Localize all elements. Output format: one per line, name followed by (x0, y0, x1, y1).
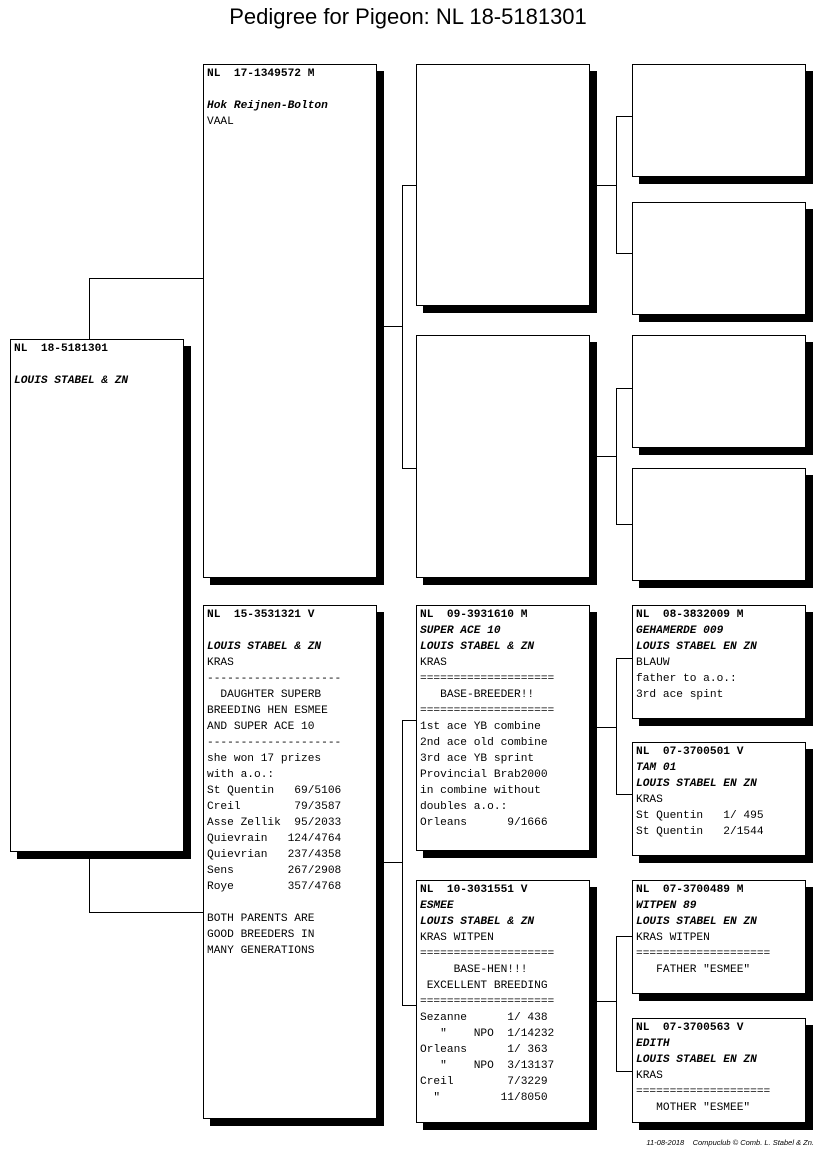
connector (402, 185, 417, 186)
father-mother-card (416, 335, 590, 578)
footer (646, 1138, 814, 1147)
connector (616, 253, 632, 254)
card-line: MOTHER "ESMEE" (636, 1102, 751, 1114)
footer-date: 11-08-2018 (646, 1138, 685, 1147)
ring-number: NL 07-3700489 M (636, 884, 744, 896)
card-line: ==================== (636, 1086, 771, 1098)
connector (89, 278, 90, 340)
card-line: LOUIS STABEL & ZN (420, 641, 535, 653)
card-line: ESMEE (420, 900, 454, 912)
ring-number: NL 07-3700501 V (636, 746, 744, 758)
card-line: EXCELLENT BREEDING (420, 980, 548, 992)
card-line: ==================== (636, 948, 771, 960)
card-line: Orleans 1/ 363 (420, 1044, 548, 1056)
page-title: Pedigree for Pigeon: NL 18-5181301 (229, 4, 587, 29)
card-line (207, 623, 373, 639)
card-line: 3rd ace spint (636, 689, 724, 701)
connector (616, 936, 632, 937)
ring-number: NL 09-3931610 M (420, 609, 528, 621)
connector (89, 912, 204, 913)
ring-number: NL 15-3531321 V (207, 609, 315, 621)
card-line: Hok Reijnen-Bolton (207, 100, 328, 112)
card-line: Provincial Brab2000 (420, 769, 548, 781)
connector (402, 185, 403, 468)
mother-father-card (416, 605, 590, 851)
card-line: Orleans 9/1666 (420, 817, 548, 829)
card-line: Quievrain 124/4764 (207, 833, 342, 845)
card-line: ==================== (420, 673, 555, 685)
card-line: father to a.o.: (636, 673, 737, 685)
ff-mother-card (632, 202, 806, 315)
card-line: " NPO 1/14232 (420, 1028, 555, 1040)
connector (402, 468, 417, 469)
card-line: LOUIS STABEL EN ZN (636, 1054, 757, 1066)
card-line: Sens 267/2908 (207, 865, 342, 877)
card-line: BLAUW (636, 657, 670, 669)
ring-number: NL 18-5181301 (14, 343, 108, 355)
card-line: LOUIS STABEL & ZN (207, 641, 322, 653)
card-line: VAAL (207, 116, 234, 128)
connector (616, 658, 632, 659)
card-line: Roye 357/4768 (207, 881, 342, 893)
card-line: DAUGHTER SUPERB (207, 689, 322, 701)
connector (89, 852, 90, 912)
card-line: KRAS (207, 657, 234, 669)
card-line: " 11/8050 (420, 1092, 548, 1104)
card-line: ==================== (420, 705, 555, 717)
ring-number: NL 17-1349572 M (207, 68, 315, 80)
card-line (207, 895, 373, 911)
connector (597, 1001, 616, 1002)
card-line: 1st ace YB combine (420, 721, 541, 733)
connector (597, 727, 616, 728)
connector (402, 720, 403, 1005)
card-line: -------------------- (207, 673, 342, 685)
card-line: with a.o.: (207, 769, 275, 781)
card-line: KRAS WITPEN (420, 932, 494, 944)
fm-mother-card (632, 468, 806, 581)
ff-father-card (632, 64, 806, 177)
card-line: EDITH (636, 1038, 670, 1050)
connector (616, 658, 617, 794)
connector (616, 1071, 632, 1072)
connector (616, 388, 617, 524)
card-line: in combine without (420, 785, 541, 797)
card-line: 3rd ace YB sprint (420, 753, 535, 765)
connector (384, 862, 402, 863)
card-line (14, 357, 180, 373)
card-line: ==================== (420, 948, 555, 960)
card-line: BASE-BREEDER!! (420, 689, 535, 701)
card-line: LOUIS STABEL EN ZN (636, 778, 757, 790)
mmm-card (632, 1018, 806, 1123)
card-line: ==================== (420, 996, 555, 1008)
card-line: GOOD BREEDERS IN (207, 929, 315, 941)
card-line: SUPER ACE 10 (420, 625, 501, 637)
card-line: WITPEN 89 (636, 900, 697, 912)
connector (616, 794, 632, 795)
card-line: KRAS (420, 657, 447, 669)
card-line: St Quentin 1/ 495 (636, 810, 764, 822)
mother-mother-card (416, 880, 590, 1123)
card-line (207, 82, 373, 98)
card-line: BOTH PARENTS ARE (207, 913, 315, 925)
card-line: " NPO 3/13137 (420, 1060, 555, 1072)
card-line: Creil 7/3229 (420, 1076, 548, 1088)
connector (616, 524, 632, 525)
connector (402, 1005, 417, 1006)
card-line: MANY GENERATIONS (207, 945, 315, 957)
footer-credit: Compuclub © Comb. L. Stabel & Zn. (692, 1138, 814, 1147)
card-line: Asse Zellik 95/2033 (207, 817, 342, 829)
connector (597, 456, 616, 457)
card-line: LOUIS STABEL EN ZN (636, 641, 757, 653)
card-line: Creil 79/3587 (207, 801, 342, 813)
card-line: LOUIS STABEL & ZN (420, 916, 535, 928)
mff-card (632, 605, 806, 719)
card-line: St Quentin 2/1544 (636, 826, 764, 838)
fm-father-card (632, 335, 806, 448)
ring-number: NL 08-3832009 M (636, 609, 744, 621)
card-line: GEHAMERDE 009 (636, 625, 724, 637)
connector (616, 116, 617, 253)
connector (616, 116, 632, 117)
card-line: doubles a.o.: (420, 801, 508, 813)
card-line: LOUIS STABEL & ZN (14, 375, 129, 387)
card-line: BREEDING HEN ESMEE (207, 705, 328, 717)
connector (402, 720, 417, 721)
connector (89, 278, 204, 279)
ring-number: NL 07-3700563 V (636, 1022, 744, 1034)
ring-number: NL 10-3031551 V (420, 884, 528, 896)
card-line: St Quentin 69/5106 (207, 785, 342, 797)
connector (384, 326, 402, 327)
pigeon-card (10, 339, 184, 852)
card-line: LOUIS STABEL EN ZN (636, 916, 757, 928)
card-line: KRAS (636, 1070, 663, 1082)
mother-card (203, 605, 377, 1119)
card-line: BASE-HEN!!! (420, 964, 528, 976)
mmf-card (632, 880, 806, 994)
card-line: FATHER "ESMEE" (636, 964, 751, 976)
connector (597, 185, 616, 186)
mfm-card (632, 742, 806, 856)
father-card (203, 64, 377, 578)
connector (616, 388, 632, 389)
father-father-card (416, 64, 590, 306)
card-line: -------------------- (207, 737, 342, 749)
card-line: 2nd ace old combine (420, 737, 548, 749)
card-line: AND SUPER ACE 10 (207, 721, 315, 733)
card-line: Sezanne 1/ 438 (420, 1012, 548, 1024)
card-line: KRAS (636, 794, 663, 806)
card-line: KRAS WITPEN (636, 932, 710, 944)
connector (616, 936, 617, 1071)
card-line: Quievrian 237/4358 (207, 849, 342, 861)
card-line: she won 17 prizes (207, 753, 322, 765)
card-line: TAM 01 (636, 762, 677, 774)
